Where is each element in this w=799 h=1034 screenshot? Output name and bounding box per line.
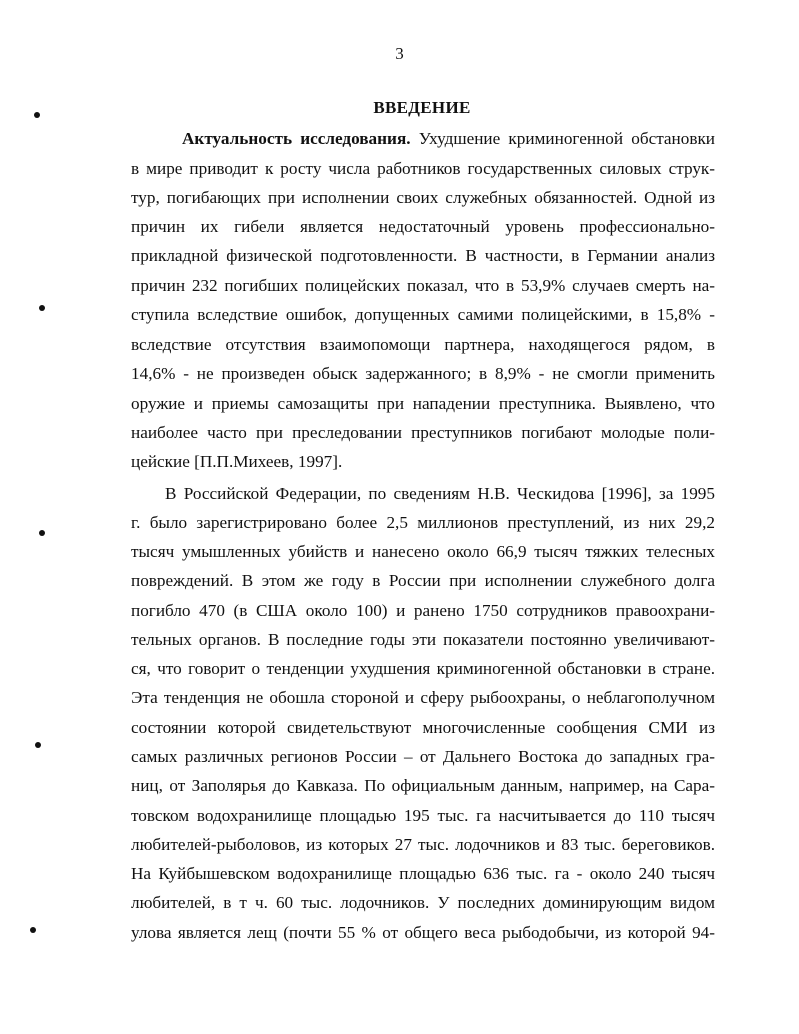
text-line: тысяч умышленных убийств и нанесено около 66,9 тысяч тяжких телесных [131,542,715,561]
text-line: причин их гибели является недостаточный уровень профессионально- [131,217,715,236]
text-line: повреждений. В этом же году в России при исполнении служебного долга [131,571,715,590]
text-line: прикладной физической подготовленности. В частности, в Германии анализ [131,246,715,265]
text-line: наиболее часто при преследовании преступников погибают молодые поли- [131,423,715,442]
text-line [182,129,715,149]
text-line: На Куйбышевском водохранилище площадью 636 тыс. га - около 240 тысяч [131,864,715,883]
text-line: ступила вследствие ошибок, допущенных самими полицейскими, в 15,8% - [131,305,715,324]
text-line: ся, что говорит о тенденции ухудшения криминогенной обстановки в стране. [131,659,715,678]
text-line: г. было зарегистрировано более 2,5 миллионов преступлений, из них 29,2 [131,513,715,532]
text-line: причин 232 погибших полицейских показал, что в 53,9% случаев смерть на- [131,276,715,295]
text-line: оружие и приемы самозащиты при нападении преступника. Выявлено, что [131,394,715,413]
text-line: товском водохранилище площадью 195 тыс. га насчитывается до 110 тысяч [131,806,715,825]
text-line: ниц, от Заполярья до Кавказа. По официальным данным, например, на Сара- [131,776,715,795]
margin-dot [35,742,41,748]
text-line: погибло 470 (в США около 100) и ранено 1750 сотрудников правоохрани- [131,601,715,620]
text-line: цейские [П.П.Михеев, 1997]. [131,452,343,471]
text-line: тельных органов. В последние годы эти показатели постоянно увеличивают- [131,630,715,649]
text-line: состоянии которой свидетельствуют многочисленные сообщения СМИ из [131,718,715,737]
text-line: в мире приводит к росту числа работников государственных силовых струк- [131,159,715,178]
margin-dot [39,305,45,311]
text-line: любителей, в т ч. 60 тыс. лодочников. У последних доминирующим видом [131,893,715,912]
page-heading: ВВЕДЕНИЕ [373,98,471,117]
text-line: самых различных регионов России – от Дальнего Востока до западных гра- [131,747,715,766]
margin-dot [39,530,45,536]
text-line: В Российской Федерации, по сведениям Н.В. Ческидова [1996], за 1995 [165,484,715,503]
margin-dot [30,927,36,933]
text-line: 14,6% - не произведен обыск задержанного; в 8,9% - не смогли применить [131,364,715,383]
page-number: 3 [395,44,404,63]
text-line: вследствие отсутствия взаимопомощи партнера, находящегося рядом, в [131,335,715,354]
text-line: любителей-рыболовов, из которых 27 тыс. лодочников и 83 тыс. береговиков. [131,835,715,854]
text-line: Эта тенденция не обошла стороной и сферу рыбоохраны, о неблагополучном [131,688,715,707]
text-line: улова является лещ (почти 55 % от общего веса рыбодобычи, из которой 94- [131,923,715,942]
margin-dot [34,112,40,118]
lead-in-heading: Актуальность исследования. [182,129,411,148]
text-line: тур, погибающих при исполнении своих служебных обязанностей. Одной из [131,188,715,207]
text-line-content: Ухудшение криминогенной обстановки [418,129,716,148]
